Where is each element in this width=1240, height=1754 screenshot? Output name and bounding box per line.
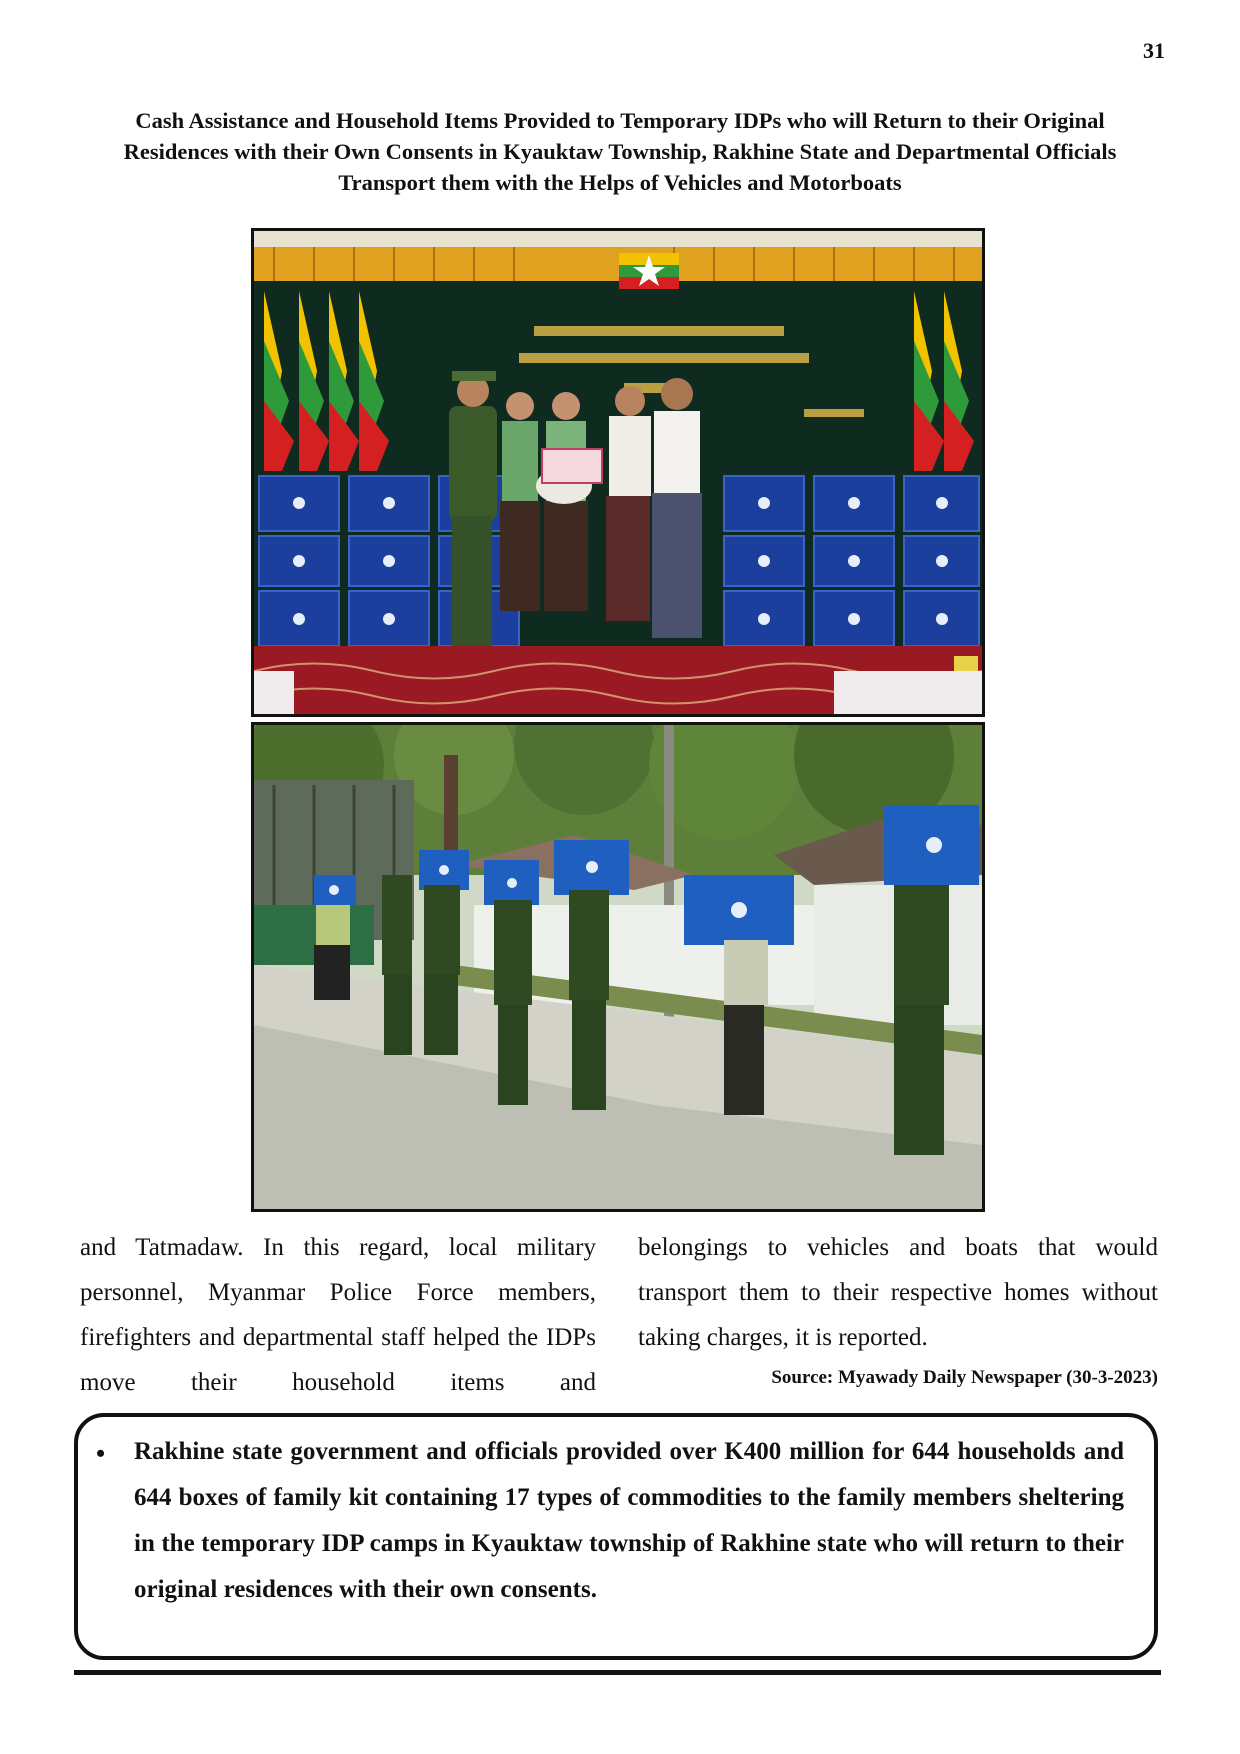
right-column-text xyxy=(638,1225,1158,1360)
handover-ceremony-photo xyxy=(251,228,985,717)
footer-rule xyxy=(74,1670,1161,1675)
bullet-icon: • xyxy=(96,1439,106,1468)
page-number: 31 xyxy=(1143,38,1165,63)
page-title: Cash Assistance and Household Items Provided to Temporary IDPs who will Return to their Original Residences with their Own Consents in Kyauktaw Township, Rakhine State and Departmental Officials Transport them with the Helps of Vehicles and Motorboats xyxy=(123,108,1117,195)
highlight-box xyxy=(74,1413,1158,1660)
source-citation: Source: Myawady Daily Newspaper (30-3-2023) xyxy=(771,1367,1158,1388)
highlight-text: Rakhine state government and officials provided over K400 million for 644 households and 644 boxes of family kit containing 17 types of commodities to the family members sheltering in the temporary IDP camps in Kyauktaw township of Rakhine state who will return to their original residences with their own consents. xyxy=(134,1438,1124,1603)
left-paragraph: and Tatmadaw. In this regard, local military personnel, Myanmar Police Force members, firefighters and departmental staff helped the IDPs move their household items and xyxy=(80,1234,596,1396)
left-column-text xyxy=(80,1225,596,1405)
soldiers-carrying-boxes-photo xyxy=(251,722,985,1212)
right-paragraph: belongings to vehicles and boats that would transport them to their respective homes without taking charges, it is reported. xyxy=(638,1234,1158,1351)
